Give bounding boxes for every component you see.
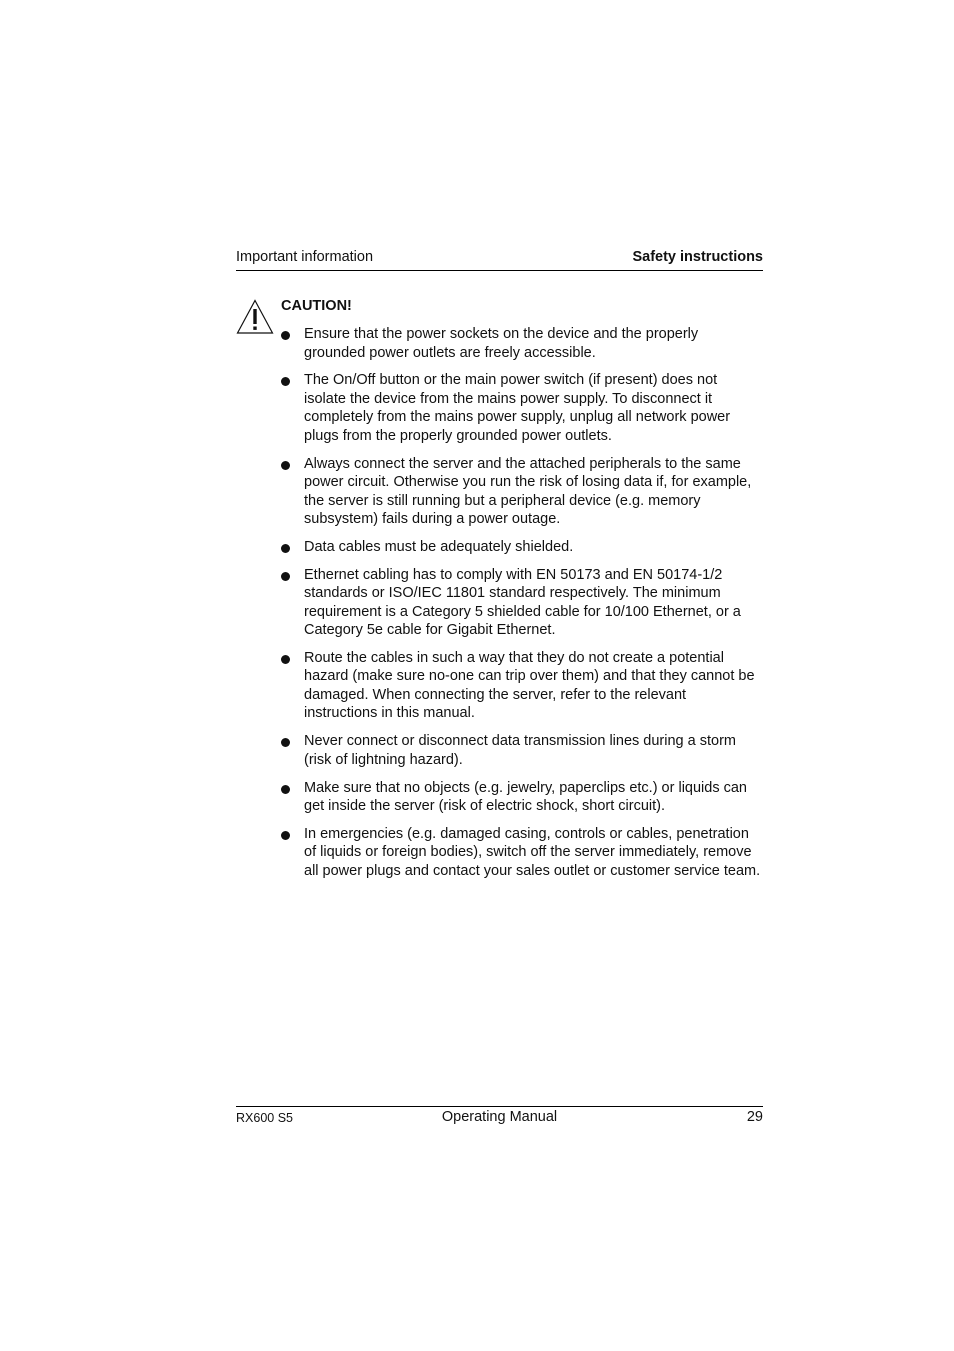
page-header — [236, 248, 763, 271]
list-item — [281, 455, 763, 529]
bullet-icon — [281, 831, 290, 840]
bullet-icon — [281, 655, 290, 664]
list-item-text: Never connect or disconnect data transmission lines during a storm (risk of lightning hazard). — [304, 733, 736, 768]
list-item-text: The On/Off button or the main power switch (if present) does not isolate the device from the mains power supply. To disconnect it completely from the mains power supply, unplug all network power plugs from the properly grounded power outlets. — [304, 372, 731, 444]
list-item — [281, 779, 763, 816]
list-item — [281, 649, 763, 723]
bullet-icon — [281, 377, 290, 386]
list-item-text: Route the cables in such a way that they do not create a potential hazard (make sure no-one can trip over them) and that they cannot be damaged. When connecting the server, refer to the relevant instructions in this manual. — [304, 649, 755, 722]
list-item-text: Ensure that the power sockets on the device and the properly grounded power outlets are freely accessible. — [304, 326, 699, 361]
bullet-icon — [281, 572, 290, 581]
header-section-label: Important information — [236, 249, 374, 265]
list-item-text: In emergencies (e.g. damaged casing, controls or cables, penetration of liquids or foreign bodies), switch off the server immediately, remove all power plugs and contact your sales outlet or customer service team. — [304, 825, 761, 879]
warning-triangle-icon — [236, 299, 274, 335]
bullet-icon — [281, 544, 290, 553]
page-number: 29 — [746, 1109, 763, 1125]
bullet-icon — [281, 785, 290, 794]
list-item-text: Always connect the server and the attached peripherals to the same power circuit. Otherwise you run the risk of losing data if, for example, the server is still running but a peripheral device (e.g. memory subsystem) fails during a power outage. — [304, 455, 752, 528]
bullet-icon — [281, 331, 290, 340]
list-item — [281, 566, 763, 640]
list-item — [281, 825, 763, 881]
caution-list — [281, 325, 763, 890]
header-chapter-title: Safety instructions — [632, 249, 763, 265]
caution-heading: CAUTION! — [281, 298, 352, 314]
list-item-text: Data cables must be adequately shielded. — [304, 538, 574, 555]
list-item-text: Make sure that no objects (e.g. jewelry, paperclips etc.) or liquids can get inside the server (risk of electric shock, short circuit). — [304, 779, 747, 815]
footer-model-name: RX600 S5 — [236, 1111, 293, 1125]
list-item — [281, 538, 763, 557]
footer-document-title: Operating Manual — [441, 1109, 558, 1125]
page-footer — [236, 1106, 763, 1131]
bullet-icon — [281, 461, 290, 470]
list-item-text: Ethernet cabling has to comply with EN 50173 and EN 50174-1/2 standards or ISO/IEC 11801 standard respectively. The minimum requirement is a Category 5 shielded cable for 10/100 Ethernet, or a Category 5e cable for Gigabit Ethernet. — [304, 566, 741, 639]
list-item — [281, 732, 763, 769]
list-item — [281, 325, 763, 362]
list-item — [281, 371, 763, 445]
bullet-icon — [281, 738, 290, 747]
